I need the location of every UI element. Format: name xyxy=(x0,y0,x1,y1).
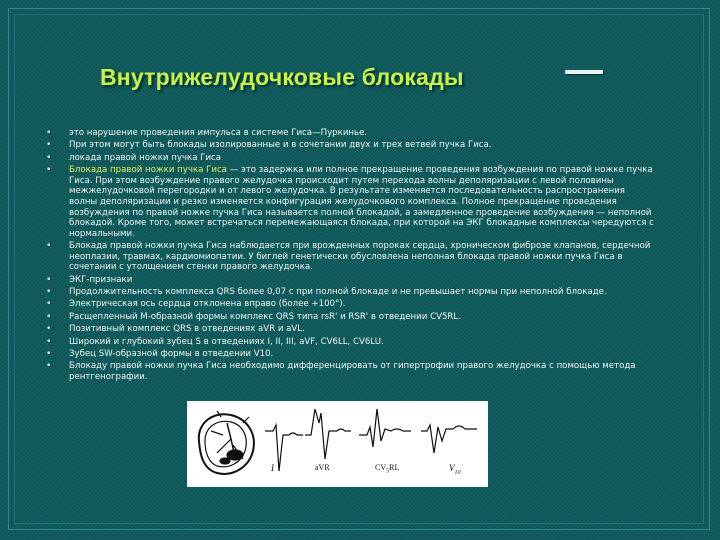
bullet-item: • Электрическая ось сердца отклонена вправо (более +100°). xyxy=(46,299,346,310)
bullet-item: • Блокада правой ножки пучка Гиса наблюдается при врожденных пороках сердца, хроническом фиброзе клапанов, сердечной неоплазии, травмах, кардиомиопатии. У биглей генетически обусловлена неполная блокада правой ножки пучка Гиса в сочетании с утолщением стенки правого желудочка. xyxy=(46,241,651,273)
bullet-icon: • xyxy=(46,128,52,138)
bullet-icon: • xyxy=(46,274,52,285)
bullet-item: • Блокада правой ножки пучка Гиса — это задержка или полное прекращение проведения возбуждения по правой ножке пучка Гиса. При этом возбуждение правого желудочка происходит путем перехода волны деполяризации с левой половины межжелудочковой перегородки и от левого желудочка. В результате изменяется последовательность распространения волны деполяризации и резко изменяется конфигурация желудочкового комплекса. Полное прекращение проведения возбуждения по правой ножке пучка Гиса называется полной блокадой, а замедленное проведение возбуждения — неполной блокадой. Кроме того, может встречаться перемежающаяся блокада, при которой на ЭКГ блокадные комплексы чередуются с нормальными. xyxy=(46,165,654,239)
bullet-item: • Зубец SW-образной формы в отведении V10. xyxy=(46,349,274,360)
bullet-icon: • xyxy=(46,299,52,310)
bullet-icon: • xyxy=(46,311,52,322)
bullet-icon: • xyxy=(46,361,52,372)
bullet-item: • Расщепленный М-образной формы комплекс QRS типа rsR' и RSR' в отведении CV5RL. xyxy=(46,311,461,322)
title-dash-decoration xyxy=(565,70,603,74)
bullet-item: • При этом могут быть блокады изолированные и в сочетании двух и трех ветвей пучка Гиса. xyxy=(46,140,492,151)
lead-label-v10: $V_{10}$ xyxy=(449,463,461,476)
bullet-icon: • xyxy=(46,324,52,335)
bullet-icon: • xyxy=(46,336,52,347)
bullet-icon: • xyxy=(46,140,52,151)
slide-title: Внутрижелудочковые блокады xyxy=(100,64,464,90)
bullet-item: • ЭКГ-признаки xyxy=(46,274,133,285)
bullet-list xyxy=(42,128,654,384)
bullet-item: • Широкий и глубокий зубец S в отведениях I, II, III, aVF, CV6LL, CV6LU. xyxy=(46,336,384,347)
lead-label-avr: aVR xyxy=(315,463,330,472)
ecg-trace-v10 xyxy=(421,425,477,453)
bullet-icon: • xyxy=(46,241,52,252)
bullet-icon: • xyxy=(46,152,52,163)
bullet-item: • это нарушение проведения импульса в системе Гиса—Пуркинье. xyxy=(46,128,368,138)
bullet-item: • Позитивный комплекс QRS в отведениях aVR и aVL. xyxy=(46,324,305,335)
bullet-item: • Продолжительность комплекса QRS более 0,07 с при полной блокаде и не превышает нормы при неполной блокаде. xyxy=(46,287,607,298)
lead-label-i: I xyxy=(271,463,274,473)
ecg-drawing xyxy=(187,401,488,487)
ecg-figure xyxy=(187,401,488,487)
highlighted-term: Блокада правой ножки пучка Гиса xyxy=(69,165,227,176)
bullet-icon: • xyxy=(46,287,52,298)
heart-diagram-icon xyxy=(199,411,254,474)
ecg-trace-avr xyxy=(305,409,351,459)
bullet-item: • Блокаду правой ножки пучка Гиса необходимо дифференцировать от гипертрофии правого желудочка с помощью метода рентгенографии. xyxy=(46,361,636,383)
ecg-trace-cv5rl xyxy=(359,409,411,447)
lead-label-cv5rl: $CV_5RL$ xyxy=(375,463,400,475)
bullet-icon: • xyxy=(46,349,52,360)
bullet-item: • локада правой ножки пучка Гиса xyxy=(46,152,222,163)
bullet-icon: • xyxy=(46,165,52,176)
